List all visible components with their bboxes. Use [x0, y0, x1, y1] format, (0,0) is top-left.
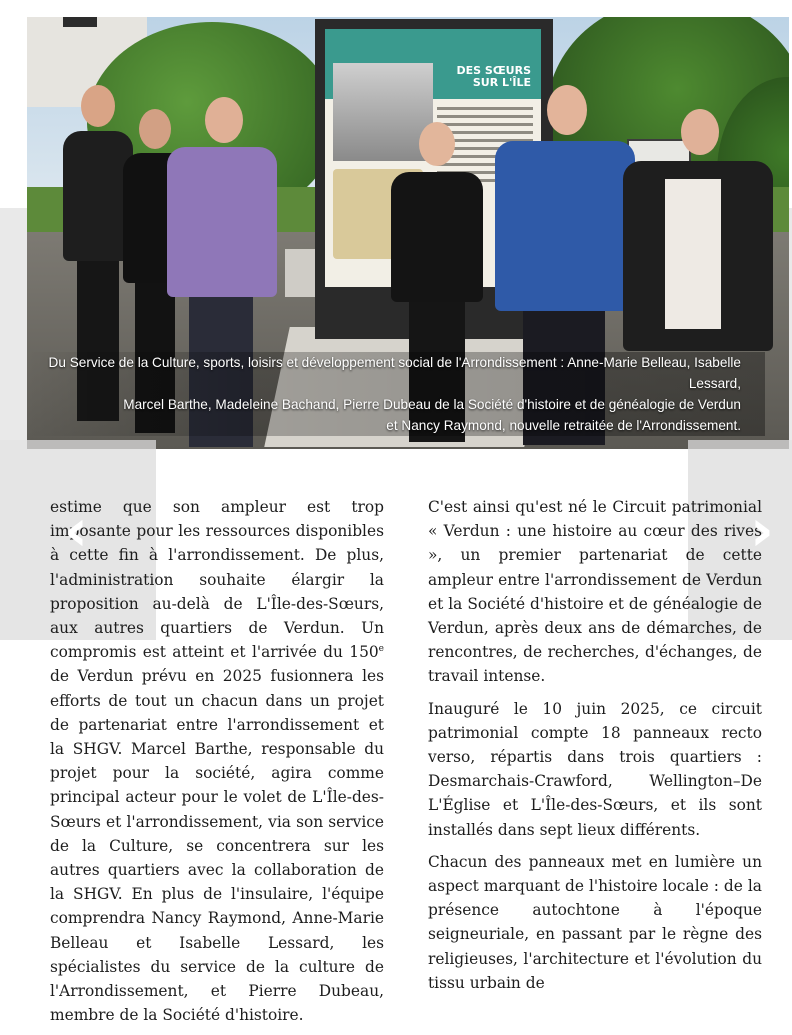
article-paragraph: estime que son ampleur est trop imposante pour les ressources disponibles à cette fin à l'arrondissement. De plus, l'administration souhaite élargir la proposition au-delà de L'Île-des-Sœurs, aux autres quartiers de Verdun. Un compromis est atteint et l'arrivée du 150e de Verdun prévu en 2025 fusionnera les efforts de tout un chacun dans un projet de partenariat entre l'arrondissement et la SHGV. Marcel Barthe, responsable du projet pour la société, agira comme principal acteur pour le volet de L'Île-des-Sœurs et l'arrondissement, via son service de la Culture, se concentrera sur les autres quartiers avec la collaboration de la SHGV. En plus de l'insulaire, l'équipe comprendra Nancy Raymond, Anne-Marie Belleau et Isabelle Lessard, les spécialistes du service de la culture de l'Arrondissement, et Pierre Dubeau, membre de la Société d'histoire. — [50, 498, 384, 1025]
chevron-left-icon[interactable]: ‹ — [64, 496, 88, 564]
photo-caption — [27, 352, 765, 436]
photo-caption-line: Marcel Barthe, Madeleine Bachand, Pierre Dubeau de la Société d'histoire et de généalogie de Verdun — [123, 397, 741, 412]
heritage-panel-title: DES SŒURS SUR L'ÎLE — [456, 64, 531, 89]
slider-side-shade-left — [0, 208, 28, 440]
chevron-right-icon[interactable]: › — [750, 496, 774, 564]
article-paragraph: C'est ainsi qu'est né le Circuit patrimonial « Verdun : une histoire au cœur des rives », un premier partenariat de cette ampleur entre l'arrondissement de Verdun et la Société d'histoire et de généalogie de Verdun, après deux ans de démarches, de rencontres, de recherches, d'échanges, de travail intense. — [428, 498, 762, 686]
photo-caption-line: et Nancy Raymond, nouvelle retraitée de l'Arrondissement. — [386, 418, 741, 433]
article-paragraph: Inauguré le 10 juin 2025, ce circuit patrimonial compte 18 panneaux recto verso, répartis dans trois quartiers : Desmarchais-Crawford, Wellington–De L'Église et L'Île-des-Sœurs, et ils sont installés dans sept lieux différents. — [428, 699, 762, 839]
superscript-ordinal: e — [378, 644, 384, 655]
article-paragraph: Chacun des panneaux met en lumière un aspect marquant de l'histoire locale : de la présence autochtone à l'époque seigneuriale, en passant par le règne des religieuses, l'architecture et l'évolution du tissu urbain de — [428, 852, 762, 992]
article-column-right — [428, 495, 762, 1003]
photo-caption-line: Du Service de la Culture, sports, loisirs et développement social de l'Arrondissement : Anne-Marie Belleau, Isabelle Lessard, — [48, 355, 741, 391]
article-column-left — [50, 495, 384, 1035]
